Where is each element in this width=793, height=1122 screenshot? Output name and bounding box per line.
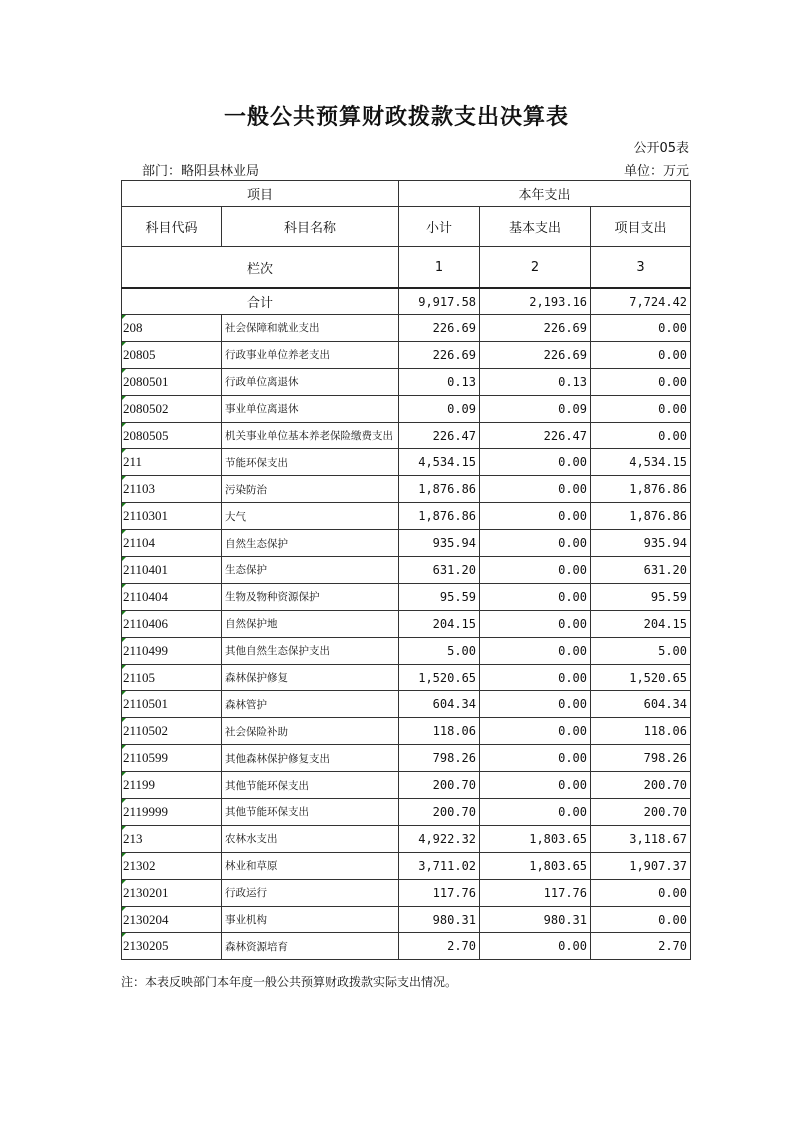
table-row: [122, 933, 691, 960]
table-row: [122, 664, 691, 691]
row-basic: 0.00: [480, 449, 591, 476]
table-row: [122, 449, 691, 476]
row-basic: 0.00: [480, 557, 591, 584]
header-row-1: [122, 181, 691, 207]
table-row: [122, 906, 691, 933]
table-row: [122, 637, 691, 664]
column-3: 3: [591, 247, 691, 289]
row-name: 其他节能环保支出: [222, 799, 399, 826]
row-project: 0.00: [591, 906, 691, 933]
header-code: 科目代码: [122, 207, 222, 247]
row-subtotal: 200.70: [399, 772, 480, 799]
row-project: 4,534.15: [591, 449, 691, 476]
row-code: 2080505: [122, 422, 222, 449]
row-project: 95.59: [591, 583, 691, 610]
header-row-column-numbers: [122, 247, 691, 289]
row-project: 0.00: [591, 315, 691, 342]
row-name: 节能环保支出: [222, 449, 399, 476]
row-name: 其他森林保护修复支出: [222, 745, 399, 772]
row-basic: 0.09: [480, 395, 591, 422]
row-project: 1,876.86: [591, 503, 691, 530]
total-row: [122, 288, 691, 315]
row-name: 污染防治: [222, 476, 399, 503]
table-row: [122, 368, 691, 395]
row-project: 200.70: [591, 772, 691, 799]
row-basic: 0.00: [480, 530, 591, 557]
row-name: 行政事业单位养老支出: [222, 341, 399, 368]
header-basic: 基本支出: [480, 207, 591, 247]
row-name: 自然保护地: [222, 610, 399, 637]
column-label: 栏次: [122, 247, 399, 289]
table-row: [122, 503, 691, 530]
table-row: [122, 583, 691, 610]
row-subtotal: 0.09: [399, 395, 480, 422]
row-subtotal: 4,922.32: [399, 825, 480, 852]
row-subtotal: 2.70: [399, 933, 480, 960]
column-1: 1: [399, 247, 480, 289]
row-name: 社会保险补助: [222, 718, 399, 745]
row-subtotal: 1,876.86: [399, 476, 480, 503]
header-project: 项目支出: [591, 207, 691, 247]
row-code: 21105: [122, 664, 222, 691]
row-subtotal: 95.59: [399, 583, 480, 610]
row-code: 208: [122, 315, 222, 342]
row-subtotal: 980.31: [399, 906, 480, 933]
row-name: 森林保护修复: [222, 664, 399, 691]
row-project: 0.00: [591, 422, 691, 449]
row-code: 2110301: [122, 503, 222, 530]
row-subtotal: 3,711.02: [399, 852, 480, 879]
row-subtotal: 118.06: [399, 718, 480, 745]
row-name: 林业和草原: [222, 852, 399, 879]
row-project: 0.00: [591, 395, 691, 422]
row-name: 自然生态保护: [222, 530, 399, 557]
column-2: 2: [480, 247, 591, 289]
table-row: [122, 745, 691, 772]
table-row: [122, 852, 691, 879]
row-project: 631.20: [591, 557, 691, 584]
total-subtotal: 9,917.58: [399, 288, 480, 315]
row-basic: 0.00: [480, 691, 591, 718]
table-row: [122, 718, 691, 745]
row-subtotal: 226.69: [399, 341, 480, 368]
row-code: 21104: [122, 530, 222, 557]
row-code: 2110502: [122, 718, 222, 745]
row-name: 其他节能环保支出: [222, 772, 399, 799]
header-current-year: 本年支出: [399, 181, 691, 207]
row-name: 生物及物种资源保护: [222, 583, 399, 610]
header-item: 项目: [122, 181, 399, 207]
footnote: 注：本表反映部门本年度一般公共预算财政拨款实际支出情况。: [121, 975, 458, 989]
row-name: 行政单位离退休: [222, 368, 399, 395]
table-row: [122, 395, 691, 422]
row-name: 事业单位离退休: [222, 395, 399, 422]
row-code: 2110401: [122, 557, 222, 584]
row-project: 0.00: [591, 341, 691, 368]
row-code: 211: [122, 449, 222, 476]
row-subtotal: 117.76: [399, 879, 480, 906]
row-code: 2130201: [122, 879, 222, 906]
row-name: 生态保护: [222, 557, 399, 584]
form-number: 公开05表: [633, 141, 689, 156]
row-project: 204.15: [591, 610, 691, 637]
row-code: 2080501: [122, 368, 222, 395]
row-basic: 0.00: [480, 745, 591, 772]
total-project: 7,724.42: [591, 288, 691, 315]
table-row: [122, 422, 691, 449]
row-subtotal: 4,534.15: [399, 449, 480, 476]
row-basic: 0.00: [480, 503, 591, 530]
table-row: [122, 341, 691, 368]
table-row: [122, 530, 691, 557]
row-project: 200.70: [591, 799, 691, 826]
row-name: 森林管护: [222, 691, 399, 718]
row-name: 事业机构: [222, 906, 399, 933]
row-basic: 1,803.65: [480, 825, 591, 852]
header-row-2: [122, 207, 691, 247]
table-row: [122, 691, 691, 718]
row-subtotal: 226.69: [399, 315, 480, 342]
unit-label: 单位：万元: [623, 164, 689, 179]
row-basic: 0.13: [480, 368, 591, 395]
row-basic: 0.00: [480, 476, 591, 503]
row-basic: 0.00: [480, 772, 591, 799]
row-basic: 0.00: [480, 718, 591, 745]
row-basic: 226.69: [480, 341, 591, 368]
row-code: 2110499: [122, 637, 222, 664]
row-subtotal: 5.00: [399, 637, 480, 664]
row-basic: 980.31: [480, 906, 591, 933]
row-project: 2.70: [591, 933, 691, 960]
row-code: 2130204: [122, 906, 222, 933]
row-code: 2119999: [122, 799, 222, 826]
row-code: 2110406: [122, 610, 222, 637]
row-code: 2130205: [122, 933, 222, 960]
row-code: 21302: [122, 852, 222, 879]
row-subtotal: 0.13: [399, 368, 480, 395]
row-name: 农林水支出: [222, 825, 399, 852]
row-basic: 0.00: [480, 610, 591, 637]
row-project: 1,876.86: [591, 476, 691, 503]
row-subtotal: 226.47: [399, 422, 480, 449]
table-row: [122, 825, 691, 852]
row-project: 1,520.65: [591, 664, 691, 691]
expenditure-table: [121, 180, 691, 960]
row-name: 社会保障和就业支出: [222, 315, 399, 342]
row-project: 798.26: [591, 745, 691, 772]
row-basic: 0.00: [480, 933, 591, 960]
table-row: [122, 476, 691, 503]
row-code: 2080502: [122, 395, 222, 422]
row-code: 2110599: [122, 745, 222, 772]
row-subtotal: 1,520.65: [399, 664, 480, 691]
row-project: 1,907.37: [591, 852, 691, 879]
row-code: 20805: [122, 341, 222, 368]
row-name: 机关事业单位基本养老保险缴费支出: [222, 422, 399, 449]
row-name: 行政运行: [222, 879, 399, 906]
page-title: 一般公共预算财政拨款支出决算表: [223, 105, 569, 130]
table-row: [122, 557, 691, 584]
row-code: 2110404: [122, 583, 222, 610]
row-project: 5.00: [591, 637, 691, 664]
row-project: 0.00: [591, 368, 691, 395]
row-basic: 1,803.65: [480, 852, 591, 879]
row-basic: 0.00: [480, 637, 591, 664]
department-label: 部门：略阳县林业局: [142, 164, 260, 179]
row-code: 21199: [122, 772, 222, 799]
table-row: [122, 772, 691, 799]
row-subtotal: 935.94: [399, 530, 480, 557]
table-row: [122, 315, 691, 342]
row-name: 大气: [222, 503, 399, 530]
row-subtotal: 1,876.86: [399, 503, 480, 530]
row-subtotal: 204.15: [399, 610, 480, 637]
row-project: 0.00: [591, 879, 691, 906]
row-project: 118.06: [591, 718, 691, 745]
table-row: [122, 879, 691, 906]
row-subtotal: 798.26: [399, 745, 480, 772]
row-project: 935.94: [591, 530, 691, 557]
header-name: 科目名称: [222, 207, 399, 247]
row-subtotal: 200.70: [399, 799, 480, 826]
row-code: 21103: [122, 476, 222, 503]
header-subtotal: 小计: [399, 207, 480, 247]
row-code: 213: [122, 825, 222, 852]
row-basic: 0.00: [480, 664, 591, 691]
row-basic: 0.00: [480, 799, 591, 826]
table-row: [122, 610, 691, 637]
row-basic: 226.47: [480, 422, 591, 449]
row-project: 3,118.67: [591, 825, 691, 852]
table-row: [122, 799, 691, 826]
row-name: 森林资源培育: [222, 933, 399, 960]
row-basic: 117.76: [480, 879, 591, 906]
row-basic: 0.00: [480, 583, 591, 610]
row-name: 其他自然生态保护支出: [222, 637, 399, 664]
row-subtotal: 604.34: [399, 691, 480, 718]
row-code: 2110501: [122, 691, 222, 718]
total-basic: 2,193.16: [480, 288, 591, 315]
total-label: 合计: [122, 288, 399, 315]
row-project: 604.34: [591, 691, 691, 718]
row-basic: 226.69: [480, 315, 591, 342]
row-subtotal: 631.20: [399, 557, 480, 584]
